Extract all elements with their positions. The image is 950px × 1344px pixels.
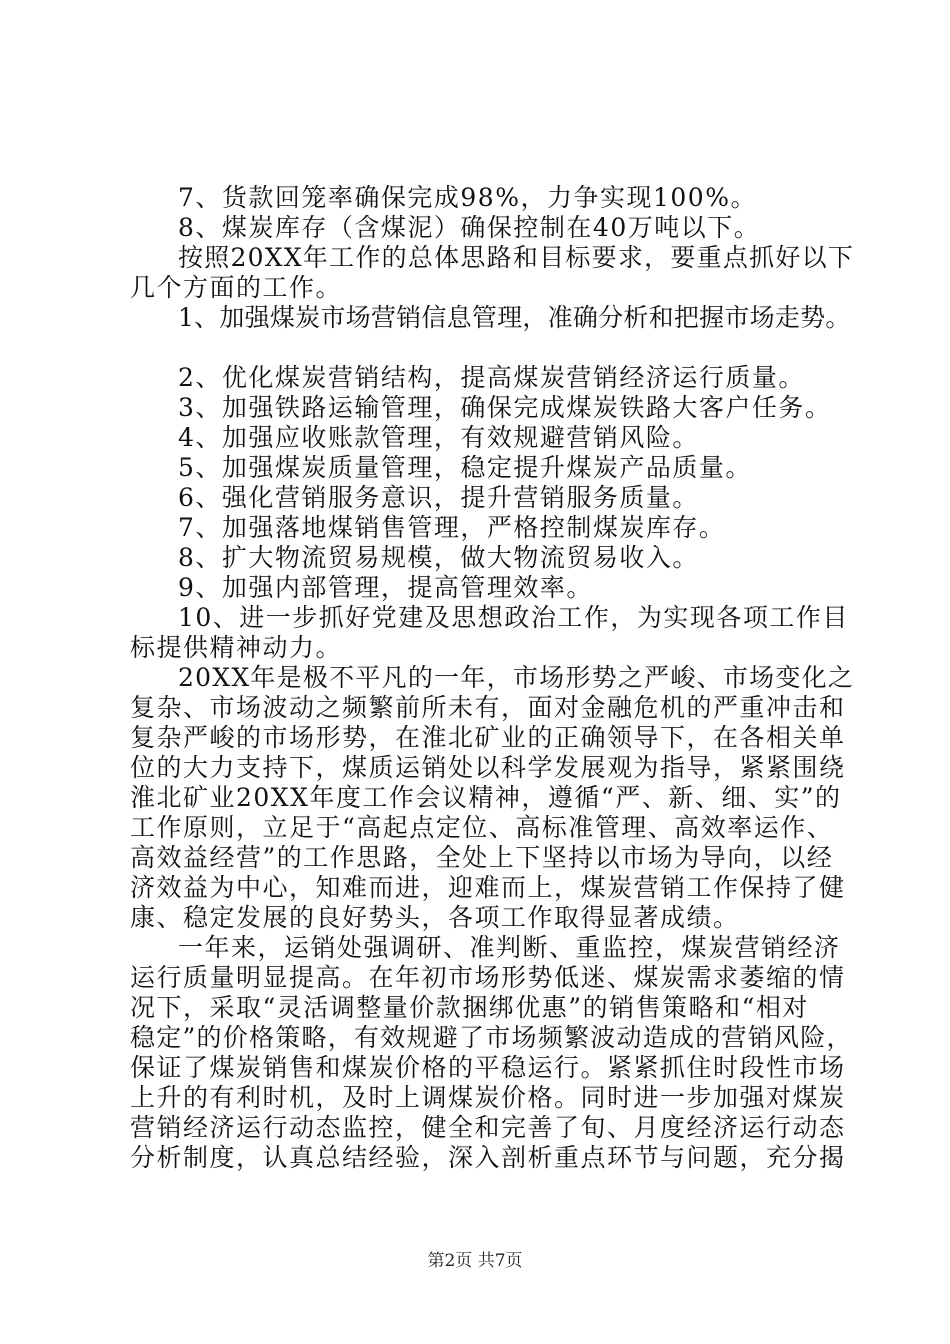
text-line: 8、煤炭库存（含煤泥）确保控制在40万吨以下。: [178, 213, 761, 242]
text-line: 况下，采取“灵活调整量价款捆绑优惠”的销售策略和“相对: [130, 993, 809, 1022]
text-line: 5、加强煤炭质量管理，稳定提升煤炭产品质量。: [178, 453, 752, 482]
text-line: 3、加强铁路运输管理，确保完成煤炭铁路大客户任务。: [178, 393, 832, 422]
text-line: 营销经济运行动态监控，健全和完善了旬、月度经济运行动态: [130, 1113, 846, 1142]
text-line: 7、货款回笼率确保完成98%，力争实现100%。: [178, 183, 757, 212]
text-line: 7、加强落地煤销售管理，严格控制煤炭库存。: [178, 513, 726, 542]
text-line: 10、进一步抓好党建及思想政治工作，为实现各项工作目: [178, 603, 849, 632]
text-line: 高效益经营”的工作思路，全处上下坚持以市场为导向，以经: [130, 843, 834, 872]
text-line: 淮北矿业20XX年度工作会议精神，遵循“严、新、细、实”的: [130, 783, 842, 812]
text-line: 运行质量明显提高。在年初市场形势低迷、煤炭需求萎缩的情: [130, 963, 846, 992]
text-line: 保证了煤炭销售和煤炭价格的平稳运行。紧紧抓住时段性市场: [130, 1053, 846, 1082]
text-line: 4、加强应收账款管理，有效规避营销风险。: [178, 423, 699, 452]
text-line: 9、加强内部管理，提高管理效率。: [178, 573, 593, 602]
text-line: 几个方面的工作。: [130, 273, 343, 302]
text-line: 一年来，运销处强调研、准判断、重监控，煤炭营销经济: [178, 933, 841, 962]
text-line: 标提供精神动力。: [130, 633, 343, 662]
text-line: 复杂严峻的市场形势，在淮北矿业的正确领导下，在各相关单: [130, 723, 846, 752]
page-number-footer: 第2页 共7页: [427, 1251, 523, 1271]
text-line: 济效益为中心，知难而进，迎难而上，煤炭营销工作保持了健: [130, 873, 846, 902]
text-line: 1、加强煤炭市场营销信息管理，准确分析和把握市场走势。: [178, 303, 851, 332]
text-line: 2、优化煤炭营销结构，提高煤炭营销经济运行质量。: [178, 363, 805, 392]
text-line: 位的大力支持下，煤质运销处以科学发展观为指导，紧紧围绕: [130, 753, 846, 782]
text-line: 8、扩大物流贸易规模，做大物流贸易收入。: [178, 543, 699, 572]
text-line: 工作原则，立足于“高起点定位、高标准管理、高效率运作、: [130, 813, 834, 842]
text-line: 康、稳定发展的良好势头，各项工作取得显著成绩。: [130, 903, 740, 932]
text-line: 6、强化营销服务意识，提升营销服务质量。: [178, 483, 699, 512]
text-line: 20XX年是极不平凡的一年，市场形势之严峻、市场变化之: [178, 663, 855, 692]
text-line: 复杂、市场波动之频繁前所未有，面对金融危机的严重冲击和: [130, 693, 846, 722]
text-line: 上升的有利时机，及时上调煤炭价格。同时进一步加强对煤炭: [130, 1083, 846, 1112]
text-line: 稳定”的价格策略，有效规避了市场频繁波动造成的营销风险，: [130, 1023, 853, 1052]
text-line: 分析制度，认真总结经验，深入剖析重点环节与问题，充分揭: [130, 1143, 846, 1172]
text-line: 按照20XX年工作的总体思路和目标要求，要重点抓好以下: [178, 243, 855, 272]
